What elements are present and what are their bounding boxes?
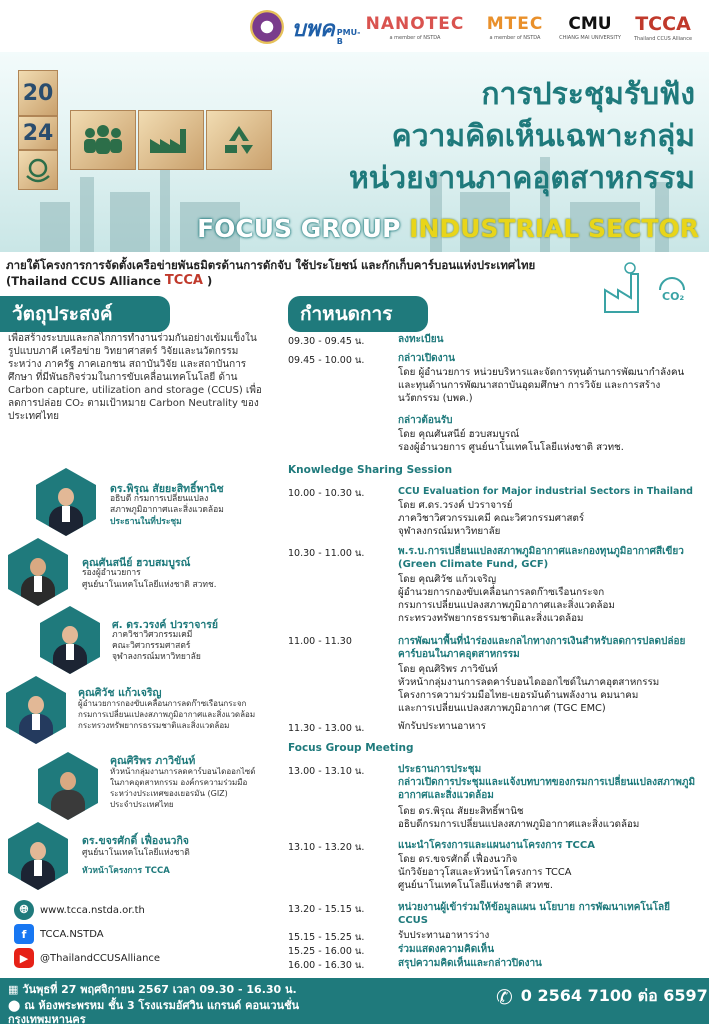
speaker-name: ศ. ดร.วรงค์ ปวราจารย์ [112, 619, 219, 631]
title-line-3: หน่วยงานภาคอุตสาหกรรม [349, 161, 695, 196]
speaker-name: คุณศิริพร ภาวิขันท์ [110, 755, 196, 767]
speaker-photo [8, 822, 68, 890]
recycle-cube [206, 110, 272, 170]
factory-cube [138, 110, 204, 170]
tcca-logo: TCCA Thailand CCUS Alliance [633, 12, 693, 42]
pmu-logo: บพค PMU-B [291, 17, 361, 46]
people-cube [70, 110, 136, 170]
speaker-photo [6, 676, 66, 744]
speaker-card-6: ดร.ขจรศักดิ์ เฟื่องนวกิจ ศูนย์นาโนเทคโนโลยีแห่งชาติ หัวหน้าโครงการ TCCA [8, 822, 258, 892]
youtube-icon: ▶ [14, 948, 34, 968]
title-line-2: ความคิดเห็นเฉพาะกลุ่ม [391, 119, 695, 154]
speaker-name: คุณศันสนีย์ ฮวบสมบูรณ์ [82, 557, 191, 569]
speaker-card-2: คุณศันสนีย์ ฮวบสมบูรณ์ รองผู้อำนวยการ ศูนย์นาโนเทคโนโลยีแห่งชาติ สวทช. [8, 538, 258, 608]
year-cube-top: 20 [18, 70, 58, 116]
youtube-contact[interactable]: ▶ @ThailandCCUSAlliance [14, 948, 160, 968]
speaker-photo [40, 606, 100, 674]
speaker-card-1: ดร.พิรุณ สัยยะสิทธิ์พานิช อธิบดี กรมการเปลี่ยนแปลง สภาพภูมิอากาศและสิ่งแวดล้อม ประธานในที่ประชุม [36, 468, 286, 538]
co2-label: CO₂ [662, 290, 685, 303]
phone-icon: ✆ [496, 984, 513, 1009]
event-date: ▦ วันพุธที่ 27 พฤศจิกายน 2567 เวลา 09.30 - 16.30 น. [8, 982, 297, 996]
speaker-card-3: ศ. ดร.วรงค์ ปวราจารย์ ภาควิชาวิศวกรรมเคมี คณะวิศวกรรมศาสตร์ จุฬาลงกรณ์มหาวิทยาลัย [40, 606, 290, 676]
speaker-card-4: คุณศิวัช แก้วเจริญ ผู้อำนวยการกองขับเคลื่อนการลดก๊าซเรือนกระจก กรมการเปลี่ยนแปลงสภาพภูมิอากาศและสิ่งแวดล้อม กระทรวงทรัพยากรธรรมชาติและสิ่งแวดล้อม [6, 676, 286, 746]
event-venue: ⬤ ณ ห้องพระพรหม ชั้น 3 โรงแรมอัศวิน แกรนด์ คอนเวนชั่น [8, 998, 300, 1012]
speaker-name: ดร.พิรุณ สัยยะสิทธิ์พานิช [110, 483, 224, 495]
phone-contact[interactable]: ✆ 0 2564 7100 ต่อ 6597 [496, 984, 708, 1009]
globe-icon: 🌐︎ [14, 900, 34, 920]
website-contact[interactable]: 🌐︎ www.tcca.nstda.or.th [14, 900, 145, 920]
speaker-name: คุณศิวัช แก้วเจริญ [78, 687, 162, 699]
focus-group-text: FOCUS GROUP [197, 214, 401, 243]
speaker-photo [8, 538, 68, 606]
agenda-heading: กำหนดการ [288, 296, 428, 332]
location-pin-icon: ⬤ [8, 998, 21, 1012]
globe-hands-cube [18, 150, 58, 190]
facebook-icon: f [14, 924, 34, 944]
speaker-photo [36, 468, 96, 536]
title-line-1: การประชุมรับฟัง [481, 77, 695, 112]
focus-group-title [0, 214, 709, 243]
mtec-logo: MTEC a member of NSTDA [486, 13, 544, 41]
speaker-photo [38, 752, 98, 820]
objective-heading: วัตถุประสงค์ [0, 296, 170, 332]
industrial-sector-text: INDUSTRIAL SECTOR [409, 214, 699, 243]
tcca-inline-logo: TCCA [164, 273, 203, 288]
objective-text: เพื่อสร้างระบบและกลไกการทำงานร่วมกันอย่างเข้มแข็งในรูปแบบภาคี เครือข่าย วิทยาศาสตร์ วิจัยและนวัตกรรม ระหว่าง ภาครัฐ ภาคเอกชน สถาบันวิจัย และสถาบันการศึกษา ที่มีพันธกิจร่วมในการขับเคลื่อนเทคโนโลยี ด้าน Carbon capture, utilization and storage (CCUS) เพื่อลดการปล่อย CO₂ ตามเป้าหมาย Carbon Neutrality ของประเทศไทย [8, 333, 262, 422]
calendar-icon: ▦ [8, 982, 19, 996]
knowledge-session-heading: Knowledge Sharing Session [288, 464, 453, 476]
event-venue-city: กรุงเทพมหานคร [8, 1013, 86, 1026]
speaker-role: หัวหน้าโครงการ TCCA [82, 866, 170, 876]
project-subtitle: ภายใต้โครงการการจัดตั้งเครือข่ายพันธมิตรด้านการดักจับ ใช้ประโยชน์ และกักเก็บคาร์บอนแห่งประเทศไทย [6, 258, 536, 272]
nanotec-logo: NANOTEC a member of NSTDA [365, 13, 465, 41]
university-seal-logo [250, 10, 284, 44]
focus-group-heading: Focus Group Meeting [288, 742, 414, 754]
alliance-subtitle: (Thailand CCUS Alliance TCCA ) [6, 273, 213, 288]
speaker-role: ประธานในที่ประชุม [110, 517, 182, 527]
speaker-card-5: คุณศิริพร ภาวิขันท์ หัวหน้ากลุ่มงานการลดคาร์บอนไดออกไซด์ ในภาคอุตสาหกรรม องค์กรความร่วมมือ ระหว่างประเทศของเยอรมัน (GIZ) ประจำประเทศไทย [38, 748, 288, 822]
co2-reduction-icon [600, 260, 696, 316]
year-cube-bottom: 24 [18, 116, 58, 150]
facebook-contact[interactable]: f TCCA.NSTDA [14, 924, 104, 944]
speaker-name: ดร.ขจรศักดิ์ เฟื่องนวกิจ [82, 835, 189, 847]
cmu-logo: CMU CHIANG MAI UNIVERSITY [559, 13, 621, 41]
